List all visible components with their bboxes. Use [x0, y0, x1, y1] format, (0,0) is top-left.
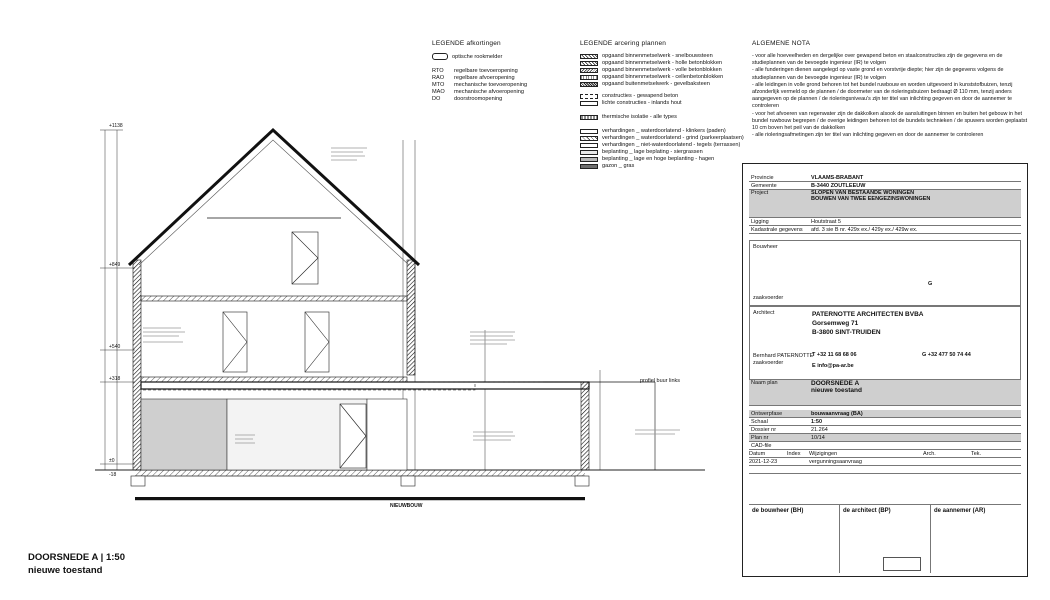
legend-hatch-item: thermische isolatie - alle types — [580, 114, 677, 120]
revision-row: 2021-12-23 vergunningsaanvraag — [749, 458, 1021, 466]
roof — [129, 130, 419, 265]
legend-hatch-item: verhardingen _ waterdoorlatend - klinkers (paden) — [580, 128, 726, 134]
architect-box: Architect PATERNOTTE ARCHITECTEN BVBA Gorsemweg 71 B-3800 SINT-TRUIDEN Bernhard PATERNOTTE zaakvoerder T +32 11 68 68 06 G +32 477 50 74 44 E info@pa-ar.be — [749, 306, 1021, 380]
annex-roof — [141, 382, 589, 389]
ontwerpfase-row: Ontwerpfase bouwaanvraag (BA) — [749, 410, 1021, 418]
legend-hatch-item: beplanting _ lage beplating - siergrassen — [580, 149, 703, 155]
legend-hatch-item: opgaand binnenmetselwerk - holle betonblokken — [580, 60, 722, 66]
legend-abbr-item: MAO mechanische afvoeropening — [432, 89, 524, 95]
legend-abbr-title: LEGENDE afkortingen — [432, 40, 501, 47]
nota-title: ALGEMENE NOTA — [752, 40, 811, 47]
left-wall — [133, 260, 141, 470]
title-block — [742, 163, 1028, 577]
legend-abbr-item: RAO regelbare afvoeropening — [432, 75, 515, 81]
dimension-lines — [100, 130, 135, 470]
provincie-row: Provincie VLAAMS-BRABANT — [749, 174, 1021, 182]
stamp — [883, 557, 921, 571]
wall-panel — [141, 399, 227, 470]
ligging-row: Ligging Houtstraat 5 — [749, 218, 1021, 226]
nieuwbouw-label: NIEUWBOUW — [390, 503, 423, 509]
naam-plan-row: Naam plan DOORSNEDE A nieuwe toestand — [749, 380, 1021, 406]
smoke-detector-icon — [432, 53, 448, 60]
legend-hatch-item: lichte constructies - inlands hout — [580, 100, 682, 106]
window — [223, 312, 247, 372]
level-label: +849 — [109, 262, 121, 268]
legend-hatch-item: gazon _ gras — [580, 163, 634, 169]
level-label: -18 — [109, 472, 117, 478]
window — [305, 312, 329, 372]
plan-nr-row: Plan nr 10/14 — [749, 434, 1021, 442]
legend-hatch-title: LEGENDE arcering plannen — [580, 40, 667, 47]
signature-bouwheer: de bouwheer (BH) — [749, 505, 840, 573]
legend-hatch-item: opgaand binnenmetselwerk - volle betonblokken — [580, 67, 722, 73]
floor-slab — [141, 296, 407, 301]
right-wall — [407, 260, 415, 375]
profiel-label: profiel buur links — [640, 378, 681, 384]
legend-abbr-item: RTO regelbare toevoeropening — [432, 68, 518, 74]
level-label: +1138 — [109, 123, 123, 129]
legend-hatch-item: opgaand binnenmetselwerk - snelbouwsteen — [580, 53, 713, 59]
legend-hatch-item: verhardingen _ waterdoorlatend - grind (parkeerplaatsen) — [580, 135, 744, 141]
schaal-row: Schaal 1:50 — [749, 418, 1021, 426]
legend-smoke-row: optische rookmelder — [432, 53, 502, 60]
legend-hatch-item: opgaand buitenmetselwerk - gevelbaksteen — [580, 81, 710, 87]
level-label: +540 — [109, 344, 121, 350]
revision-row — [749, 466, 1021, 474]
door — [340, 404, 366, 468]
drawing-subtitle: nieuwe toestand — [28, 565, 103, 576]
level-label: ±0 — [109, 458, 115, 464]
nota-text: - voor alle hoeveelheden en dergelijke over gewapend beton en staalconstructies zijn de gegevens en de studieplannen van de bevoegde ingenieur (IR) te volgen - alle funderingen dienen aangelegd op vaste grond en vorstvrije diepte; hier zijn de gegevens volgens de studieplannen van de bevoegde ingenieur (IR) te volgen - alle leidingen in volle grond behoren tot het bundel ruwbouw en worden uitgevoerd in kunststofbuizen, tenzij afzonderlijk vermeld op de plannen / de doormeter van de rioleringsbuizen bedraagt Ø 110 mm, tenzij anders aangegeven op de plannen / de rioleringsniveau's zijn ter titel van inlichting gegeven en door de aannemer te controleren - voor het afvoeren van regenwater zijn de dakkolken alsook de aansluitingen binnen en buiten het gebouw in het bundel ruwbouw begrepen / de overige leidingen behoren tot de bundels technieken / de spuwers worden geplaatst 10 cm boven het peil van de dakkolken - alle rioleringsafmetingen zijn ter titel van inlichting gegeven en door de aannemer te controleren — [752, 53, 1028, 139]
drawing-title: DOORSNEDE A | 1:50 — [28, 552, 125, 563]
dossier-row: Dossier nr 21.264 — [749, 426, 1021, 434]
window — [292, 232, 318, 284]
kadaster-row: Kadastrale gegevens afd. 3 sie B nr. 429x ex./ 429y ex./ 429w ex. — [749, 226, 1021, 234]
section-drawing — [95, 120, 725, 515]
bouwheer-box: Bouwheer G zaakvoerder — [749, 240, 1021, 306]
cad-row: CAD-file — [749, 442, 1021, 450]
legend-abbr-item: MTO mechanische toevoeropening — [432, 82, 528, 88]
legend-hatch-item: constructies - gewapend beton — [580, 93, 678, 99]
project-row: Project SLOPEN VAN BESTAANDE WONINGEN BOUWEN VAN TWEE EENGEZINSWONINGEN — [749, 190, 1021, 218]
signature-architect: de architect (BP) — [840, 505, 931, 573]
legend-hatch-item: verhardingen _ niet-waterdoorlatend - tegels (terrassen) — [580, 142, 740, 148]
gemeente-row: Gemeente B-3440 ZOUTLEEUW — [749, 182, 1021, 190]
legend-hatch-item: beplanting _ lage en hoge beplanting - hagen — [580, 156, 714, 162]
revision-header: Datum Index Wijzigingen Arch. Tek. — [749, 450, 1021, 458]
level-label: +318 — [109, 376, 121, 382]
legend-abbr-item: DO doorstroomopening — [432, 96, 503, 102]
legend-hatch-item: opgaand binnenmetselwerk - cellenbetonblokken — [580, 74, 723, 80]
signature-aannemer: de aannemer (AR) — [934, 508, 986, 514]
